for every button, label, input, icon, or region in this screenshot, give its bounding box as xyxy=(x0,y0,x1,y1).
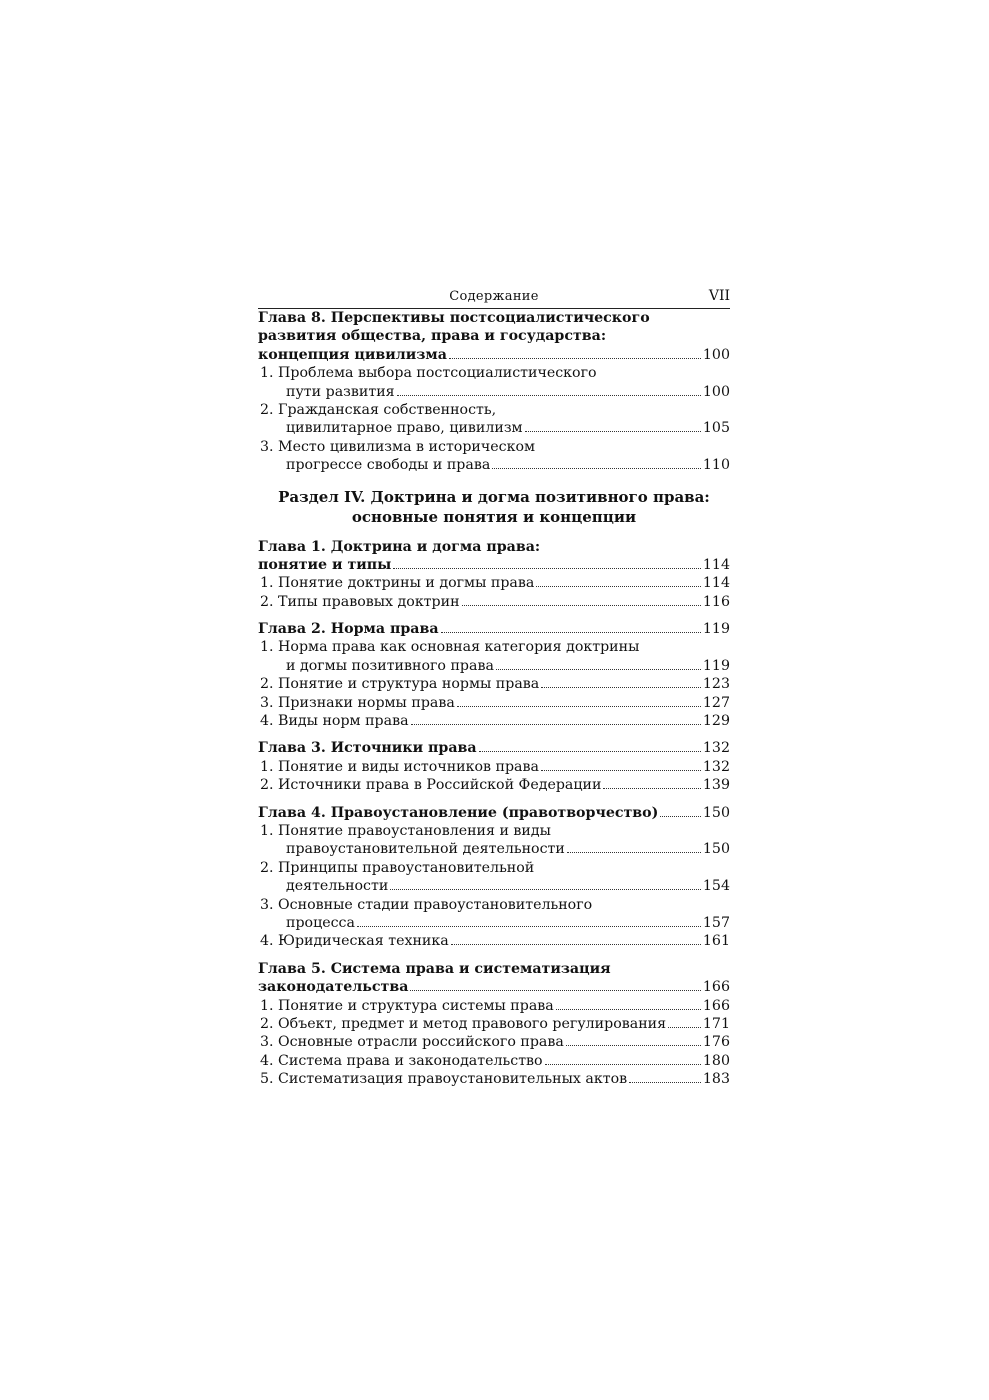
toc-entry: 3. Место цивилизма в историческом xyxy=(260,438,536,455)
table-of-contents xyxy=(258,309,730,1088)
toc-entry: деятельности 154 xyxy=(286,878,730,895)
toc-entry: 3. Основные стадии правоустановительного xyxy=(260,896,593,913)
chapter-2-title: Глава 2. Норма права 119 xyxy=(258,621,730,638)
page-ref: 161 xyxy=(702,933,730,950)
page-ref: 154 xyxy=(702,878,730,895)
page-ref: 171 xyxy=(702,1015,730,1032)
toc-page xyxy=(258,288,730,1088)
toc-entry: 3. Признаки нормы права 127 xyxy=(260,694,730,711)
chapter-8-title-line-1: Глава 8. Перспективы постсоциалистического xyxy=(258,310,650,326)
chapter-3-title: Глава 3. Источники права 132 xyxy=(258,740,730,757)
toc-entry: 3. Основные отрасли российского права 176 xyxy=(260,1034,730,1051)
toc-entry: 1. Проблема выбора постсоциалистического xyxy=(260,365,597,382)
page-ref: 132 xyxy=(702,740,730,757)
toc-entry: 4. Система права и законодательство 180 xyxy=(260,1052,730,1069)
toc-entry: 2. Источники права в Российской Федерации 139 xyxy=(260,777,730,794)
toc-entry: 2. Гражданская собственность, xyxy=(260,401,497,418)
chapter-4-title: Глава 4. Правоустановление (правотворчество) 150 xyxy=(258,804,730,821)
running-title: Содержание xyxy=(449,289,539,304)
toc-entry: правоустановительной деятельности 150 xyxy=(286,841,730,858)
page-ref: 114 xyxy=(702,556,730,573)
page-ref: 123 xyxy=(702,676,730,693)
chapter-5-title-line-2: законодательства 166 xyxy=(258,979,730,996)
section-heading-line-1: Раздел IV. Доктрина и догма позитивного права: xyxy=(278,487,710,506)
page-ref: 166 xyxy=(702,979,730,996)
page-ref: 180 xyxy=(702,1052,730,1069)
page-ref: 110 xyxy=(702,457,730,474)
toc-entry: 1. Понятие и структура системы права 166 xyxy=(260,997,730,1014)
section-heading-line-2: основные понятия и концепции xyxy=(351,507,637,526)
chapter-1-title-line-2: понятие и типы 114 xyxy=(258,556,730,573)
section-heading xyxy=(258,487,730,527)
toc-entry: 1. Понятие и виды источников права 132 xyxy=(260,758,730,775)
page-ref: 119 xyxy=(702,657,730,674)
page-ref: 105 xyxy=(702,420,730,437)
toc-entry: 2. Принципы правоустановительной xyxy=(260,859,535,876)
toc-entry: пути развития 100 xyxy=(286,383,730,400)
toc-entry: 2. Типы правовых доктрин 116 xyxy=(260,593,730,610)
toc-entry: прогрессе свободы и права 110 xyxy=(286,457,730,474)
toc-entry: 1. Понятие правоустановления и виды xyxy=(260,822,551,839)
page-ref: 116 xyxy=(702,593,730,610)
chapter-8-title-line-3: концепция цивилизма 100 xyxy=(258,346,730,363)
running-header xyxy=(258,288,730,309)
toc-entry: 2. Понятие и структура нормы права 123 xyxy=(260,676,730,693)
page-ref: 114 xyxy=(702,575,730,592)
page-ref: 127 xyxy=(702,694,730,711)
page-ref: 166 xyxy=(702,997,730,1014)
page-ref: 150 xyxy=(702,841,730,858)
page-ref: 100 xyxy=(702,346,730,363)
chapter-8-title-line-2: развития общества, права и государства: xyxy=(258,328,607,345)
page-ref: 176 xyxy=(702,1034,730,1051)
page-ref: 183 xyxy=(702,1071,730,1088)
toc-entry: 4. Виды норм права 129 xyxy=(260,713,730,730)
page-number: VII xyxy=(708,288,730,304)
page-ref: 129 xyxy=(702,713,730,730)
page-ref: 157 xyxy=(702,914,730,931)
toc-entry: 1. Понятие доктрины и догмы права 114 xyxy=(260,575,730,592)
page-ref: 119 xyxy=(702,621,730,638)
toc-entry: и догмы позитивного права 119 xyxy=(286,657,730,674)
page-ref: 100 xyxy=(702,383,730,400)
toc-entry: процесса 157 xyxy=(286,914,730,931)
toc-entry: цивилитарное право, цивилизм 105 xyxy=(286,420,730,437)
chapter-5-title-line-1: Глава 5. Система права и систематизация xyxy=(258,960,611,977)
toc-entry: 2. Объект, предмет и метод правового регулирования 171 xyxy=(260,1015,730,1032)
page-ref: 139 xyxy=(702,777,730,794)
page-ref: 150 xyxy=(702,804,730,821)
page-ref: 132 xyxy=(702,758,730,775)
toc-entry: 1. Норма права как основная категория доктрины xyxy=(260,639,640,656)
toc-entry: 4. Юридическая техника 161 xyxy=(260,933,730,950)
toc-entry: 5. Систематизация правоустановительных актов 183 xyxy=(260,1071,730,1088)
chapter-1-title-line-1: Глава 1. Доктрина и догма права: xyxy=(258,538,541,555)
